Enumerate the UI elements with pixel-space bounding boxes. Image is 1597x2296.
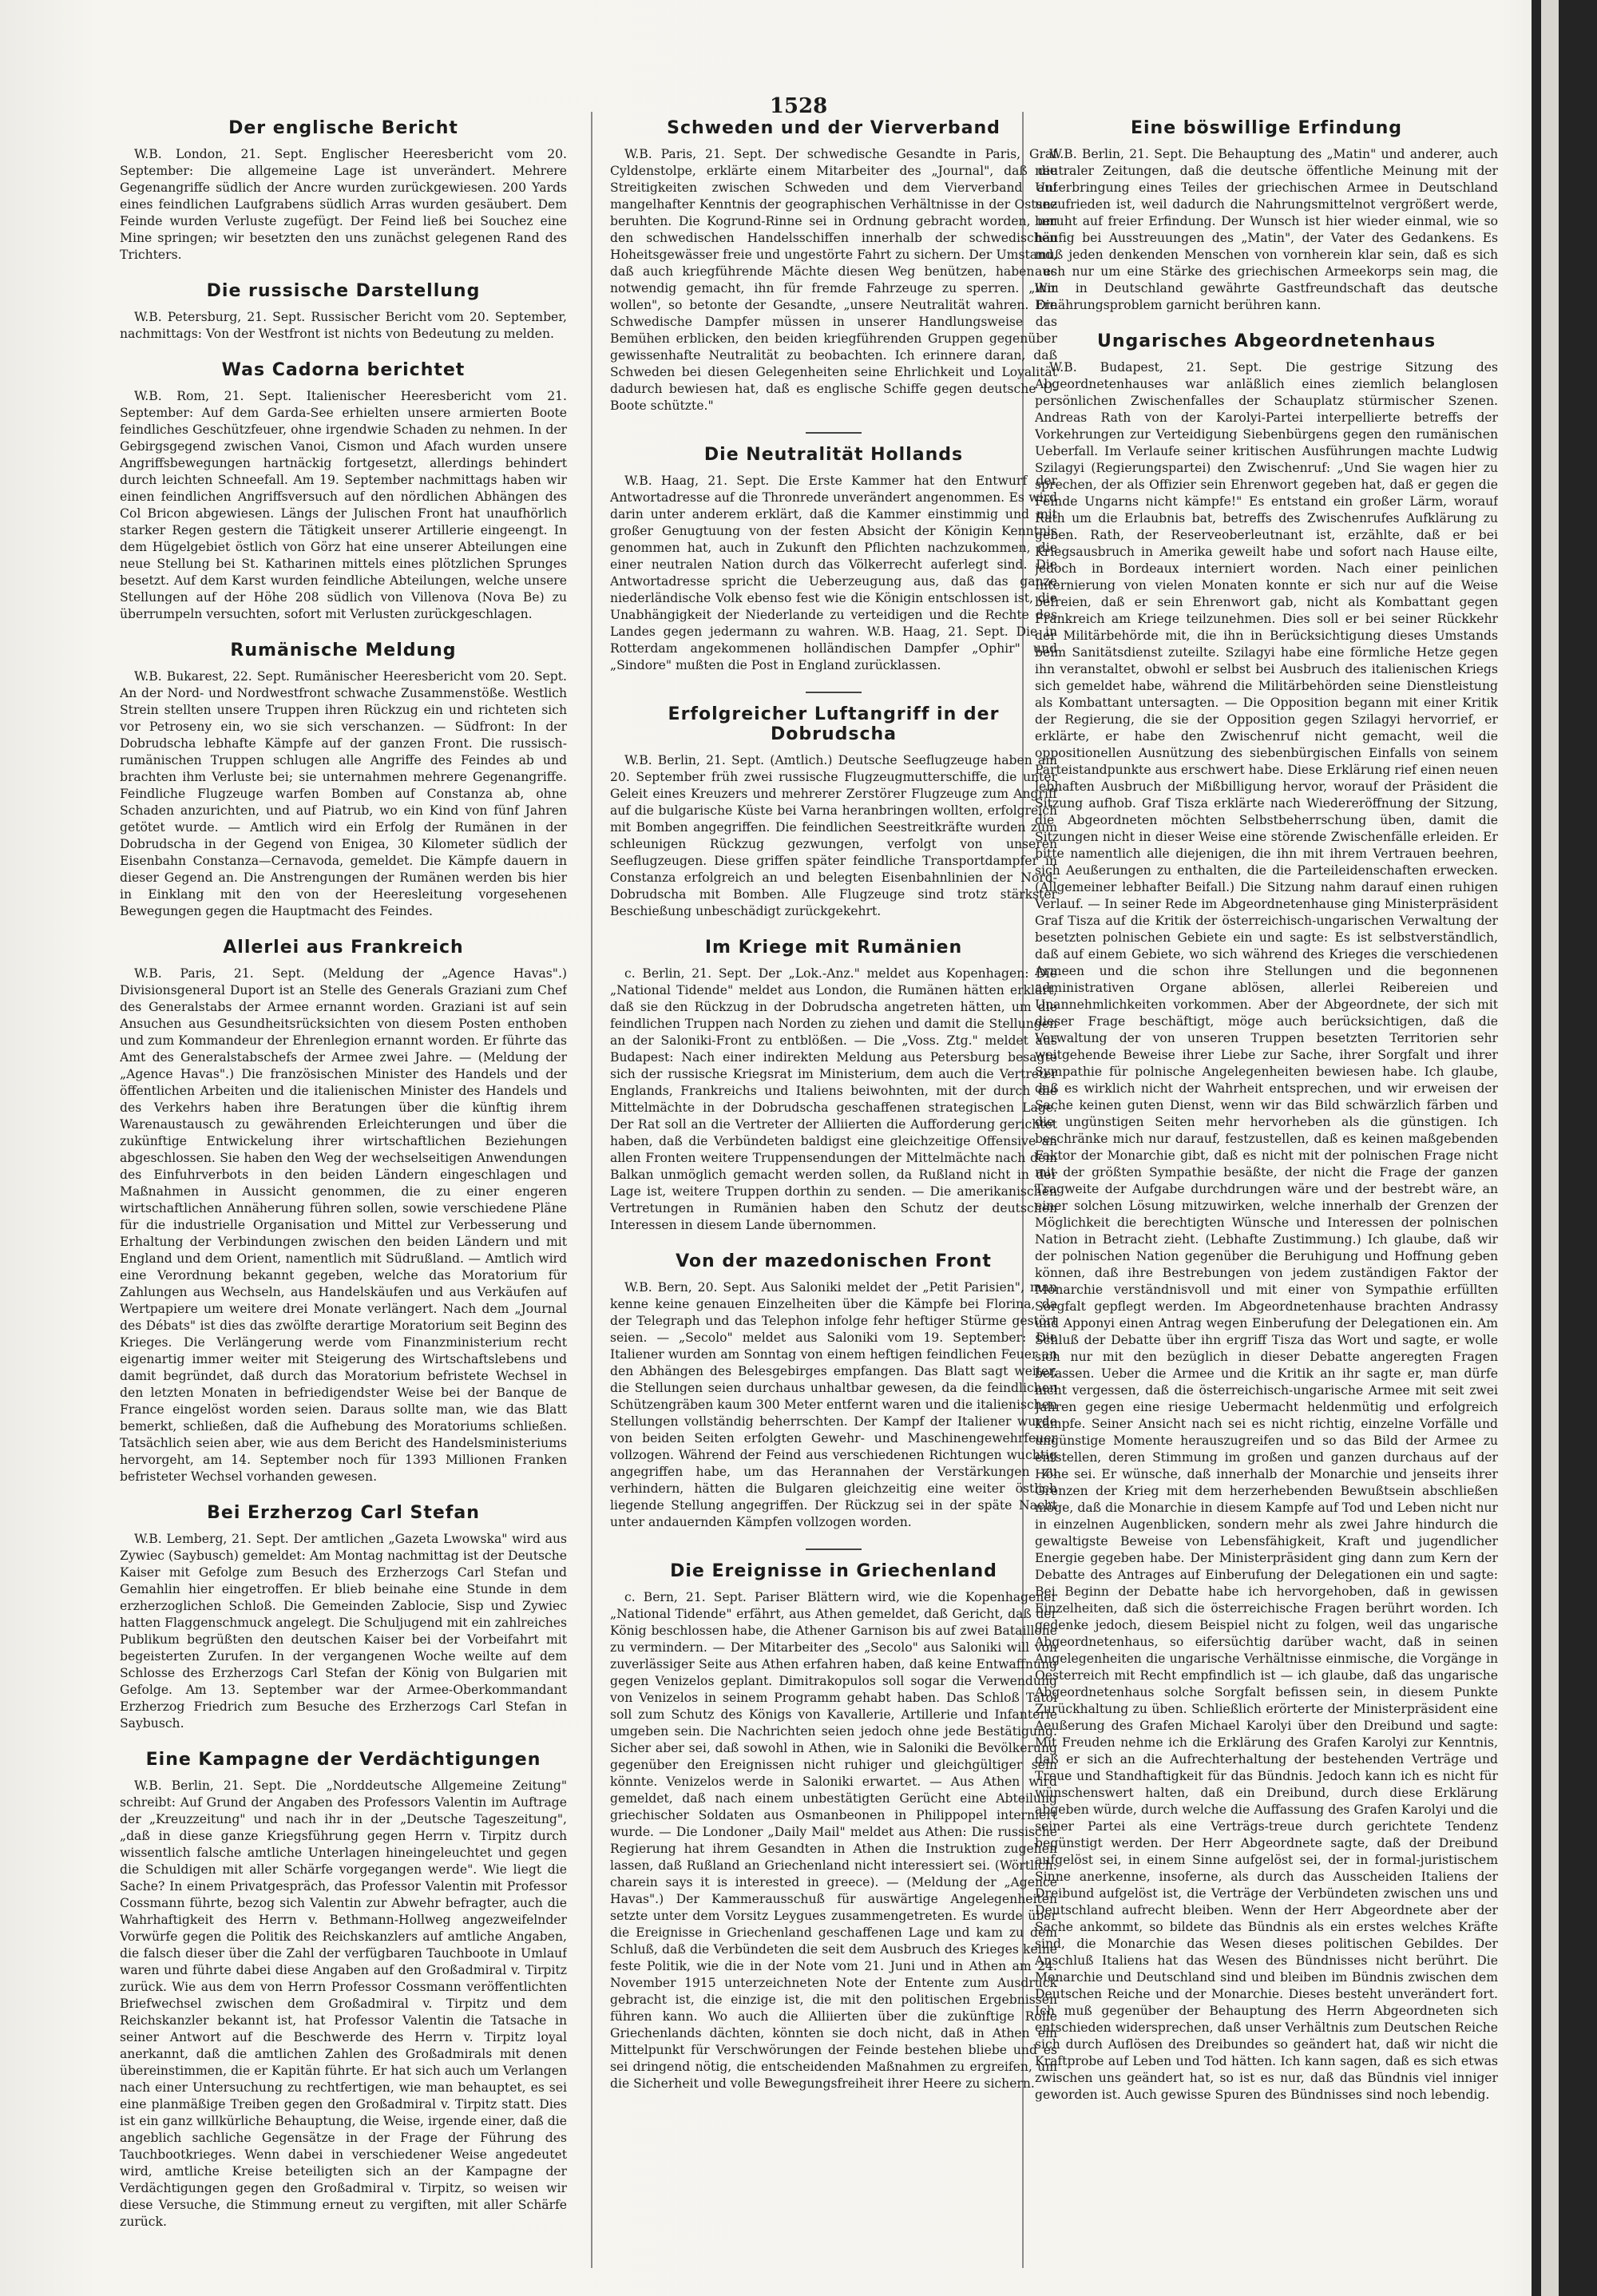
article-headline: Von der mazedonischen Front — [676, 1251, 992, 1271]
adjacent-page-edge — [1541, 0, 1559, 2296]
column-1 — [120, 112, 567, 2268]
article — [120, 640, 567, 920]
article-headline: Im Kriege mit Rumänien — [704, 938, 963, 958]
article — [120, 1750, 567, 2231]
article-headline: Die Neutralität Hollands — [703, 445, 964, 465]
article-separator — [806, 432, 862, 434]
article-headline: Allerlei aus Frankreich — [223, 938, 464, 958]
article — [610, 1251, 1057, 1531]
article-headline: Was Cadorna berichtet — [221, 360, 466, 380]
article — [1035, 331, 1498, 2104]
column-rule — [591, 112, 592, 2268]
article — [1035, 118, 1498, 314]
page-number: 1528 — [769, 94, 828, 118]
article — [120, 1503, 567, 1732]
article-body: W.B. Bern, 20. Sept. Aus Saloniki meldet der „Petit Parisien", man kenne keine genauen Einzelheiten über die Kämpfe bei Florina, da der Telegraph und das Telephon infolge fehr heftiger Stürme gestört seien. — „Secolo" meldet aus Saloniki vom 19. September: Die Italiener wurden am Sonntag von einem heftigen feindlichen Feuer an den Abhängen des Belesgebirges empfangen. Das Blatt sagt weiter, die Stellungen seien durchaus unhaltbar gewesen, da die feindlichen Schützengräben kaum 300 Meter entfernt waren und die italienischen Stellungen vollständig beherrschten. Der Kampf der Italiener wurde von beiden Seiten erfolgten Gewehr- und Maschinengewehrfeuer vollzogen. Während der Feind aus verschiedenen Richtungen wuchtig angegriffen habe, um das Herannahen der Verstärkungen zu verhindern, hätten die Bulgaren gleichzeitig eine weiter östlich liegende Stellung angegriffen. Der Rückzug sei in der späte Nacht unter andauernden Kämpfen vollzogen worden. — [610, 1280, 1057, 1529]
article-body: W.B. Haag, 21. Sept. Die Erste Kammer hat den Entwurf der Antwortadresse auf die Thronrede unverändert angenommen. Es wird darin unter anderem erklärt, daß die Kammer einstimmig und mit großer Genugtuung von der festen Absicht der Königin Kenntnis genommen hat, auch in Zukunft den Pflichten nachzukommen, die einer neutralen Nation durch das Völkerrecht auferlegt sind. Die Antwortadresse spricht die Ueberzeugung aus, daß das ganze niederländische Volk ebenso fest wie die Königin entschlossen ist, die Unabhängigkeit der Niederlande zu verteidigen und die Rechte des Landes gegen jedermann zu wahren. W.B. Haag, 21. Sept. Die in Rotterdam angekommenen holländischen Dampfer „Ophir" und „Sindore" mußten die Post in England zurücklassen. — [610, 474, 1057, 672]
article — [610, 938, 1057, 1234]
article-headline: Der englische Bericht — [228, 118, 458, 138]
article-body: W.B. Lemberg, 21. Sept. Der amtlichen „Gazeta Lwowska" wird aus Zywiec (Saybusch) gemeldet: Am Montag nachmittag ist der Deutsche Kaiser mit Gefolge zum Besuch des Erzherzogs Carl Stefan und Gemahlin hier eingetroffen. Er blieb beinahe eine Stunde in dem erzherzoglichen Schloß. Die Gemeinden Zablocie, Sisp und Zywiec hatten Flaggenschmuck angelegt. Die Schuljugend mit ein zahlreiches Publikum begrüßten den deutschen Kaiser bei der Vorbeifahrt mit begeisterten Zurufen. In der vergangenen Woche weilte auf dem Schlosse des Erzherzogs Carl Stefan der König von Bulgarien mit Gefolge. Am 13. September war der Armee-Oberkommandant Erzherzog Friedrich zum Besuche des Erzherzogs Carl Stefan in Saybusch. — [120, 1532, 567, 1731]
article-body: W.B. Rom, 21. Sept. Italienischer Heeresbericht vom 21. September: Auf dem Garda-See erhielten unsere armierten Boote feindliches Geschützfeuer, ohne irgendwie Schaden zu nehmen. In der Gebirgsgegend zwischen Vanoi, Cismon und Afach wurden unsere Angriffsbewegungen hartnäckig fortgesetzt, allerdings behindert durch leichten Schneefall. Am 19. September nachmittags haben wir einen feindlichen Angriffsversuch auf den nördlichen Abhängen des Col Bricon abgewiesen. Längs der Julischen Front hat unaufhörlich starker Regen gestern die Tätigkeit unserer Artillerie eingeengt. In dem Hügelgebiet östlich von Görz hat eine unserer Abteilungen eine neue Stellung bei St. Katharinen mittels eines plötzlichen Sprunges besetzt. Auf dem Karst wurden feindliche Abteilungen, welche unsere Stellungen auf der Höhe 208 südlich von Villenova (Nova Be) zu überrumpeln versuchten, sofort mit Verlusten zurückgeschlagen. — [120, 389, 567, 621]
article-headline: Bei Erzherzog Carl Stefan — [207, 1503, 480, 1523]
column-3 — [1035, 112, 1498, 2268]
article — [610, 704, 1057, 920]
column-2 — [610, 112, 1057, 2268]
article-body: W.B. London, 21. Sept. Englischer Heeresbericht vom 20. September: Die allgemeine Lage ist unverändert. Mehrere Gegenangriffe südlich der Ancre wurden zurückgewiesen. 200 Yards eines feindlichen Laufgrabens südlich Arras wurden gesäubert. Dem Feinde wurden Verluste zugefügt. Der Feind ließ bei Souchez eine Mine springen; wir besetzten den uns zunächst gelegenen Rand des Trichters. — [120, 147, 567, 262]
article-headline: Die russische Darstellung — [206, 281, 481, 301]
article-headline: Erfolgreicher Luftangriff in der Dobrudscha — [668, 704, 1000, 744]
article-body: c. Berlin, 21. Sept. Der „Lok.-Anz." meldet aus Kopenhagen: Die „National Tidende" meldet aus London, die Rumänen hätten erklärt, daß sie den Rückzug in der Dobrudscha angetreten hätten, um die feindlichen Truppen nach Norden zu ziehen und damit die Stellungen an der Saloniki-Front zu entblößen. — Die „Voss. Ztg." meldet aus Budapest: Nach einer indirekten Meldung aus Petersburg besagte sich der russische Kriegsrat im Ministerium, dem auch die Vertreter Englands, Frankreichs und Italiens beiwohnten, mit der durch die Mittelmächte in der Dobrudscha geschaffenen strategischen Lage. Der Rat soll an die Vertreter der Alliierten die Aufforderung gerichtet haben, daß die Verbündeten baldigst eine gleichzeitige Offensive an allen Fronten weitere Truppensendungen der Mittelmächte nach dem Balkan unmöglich gemacht werden sollen, da Rußland nicht in der Lage ist, weitere Truppen dorthin zu senden. — Die amerikanischen Vertretungen in Rumänien haben den Schutz der deutschen Interessen in diesem Lande übernommen. — [610, 966, 1057, 1232]
article-body: W.B. Berlin, 21. Sept. Die „Norddeutsche Allgemeine Zeitung" schreibt: Auf Grund der Angaben des Professors Valentin im Auftrage der „Kreuzzeitung" und nach ihr in der „Deutsche Tageszeitung", „daß in diese ganze Kriegsführung gegen Herrn v. Tirpitz durch wissentlich falsche amtliche Unterlagen hineingeleuchtet und gegen die Schuldigen mit aller Schärfe vorgegangen werde". Wie liegt die Sache? In einem Privatgespräch, das Professor Valentin mit Professor Cossmann führte, bezog sich Valentin zur Abwehr befragter, auch die Wahrhaftigkeit des Herrn v. Bethmann-Hollweg angezweifelnder Vorwürfe gegen die Politik des Reichskanzlers auf amtliche Angaben, die falsch dieser über die Zahl der verfügbaren Tauchboote in Umlauf waren und führte dabei diese Angaben auf den Großadmiral v. Tirpitz zurück. Wie aus dem von Herrn Professor Cossmann veröffentlichten Briefwechsel zwischen dem Großadmiral v. Tirpitz und dem Reichskanzler bekannt ist, hat Professor Valentin die Tatsache in seiner Antwort auf die Beschwerde des Herrn v. Tirpitz loyal anerkannt, daß die amtlichen Zahlen des Großadmirals mit denen übereinstimmen, die er Kapitän führte. Er hat sich auch um Verlangen nach einer Untersuchung zu rechtfertigen, wie man behauptet, es sei eine planmäßige Treiben gegen den Großadmiral v. Tirpitz statt. Dies ist ein ganz willkürliche Behauptung, die Weise, irgende einer, daß die angeblich sachliche Gegensätze in der Frage der Führung des Tauchbootkrieges. Wenn dabei in verschiedener Weise angedeutet wird, amtliche Kreise beteiligten sich an der Kampagne der Verdächtigungen gegen den Großadmiral v. Tirpitz, so weisen wir diese Versuche, die Stimmung erneut zu vergiften, mit aller Schärfe zurück. — [120, 1779, 567, 2229]
article-body: W.B. Paris, 21. Sept. (Meldung der „Agence Havas".) Divisionsgeneral Duport ist an Stelle des Generals Graziani zum Chef des Generalstabs der Armee ernannt worden. Graziani ist auf sein Ansuchen aus Gesundheitsrücksichten von diesem Posten enthoben und zum Kommandeur der Ehrenlegion ernannt worden. Er führte das Amt des Generalstabschefs der Armee zwei Jahre. — (Meldung der „Agence Havas".) Die französischen Minister des Handels und der öffentlichen Arbeiten und die italienischen Minister des Handels und des Verkehrs haben ihre Beratungen über die künftig ihrem Warenaustausch zu gewährenden Erleichterungen und über die zukünftige Entwickelung ihrer wirtschaftlichen Beziehungen abgeschlossen. Sie haben den Weg der wechselseitigen Anwendungen des Einfuhrverbots in den beiden Ländern eingeschlagen und Maßnahmen in Aussicht genommen, die zu einer engeren wirtschaftlichen Annäherung führen sollen, sowie verschiedene Pläne für die industrielle Organisation und Mittel zur Verbesserung und Erhaltung der Verbindungen zwischen den beiden Ländern und mit England und dem Orient, namentlich mit Südrußland. — Amtlich wird eine Verordnung bekannt gegeben, welche das Moratorium für Zahlungen aus Wechseln, aus Handelskäufen und aus Verkäufen auf Wertpapiere um weitere drei Monate verlängert. Nach dem „Journal des Débats" ist dies das zwölfte derartige Moratorium seit Beginn des Krieges. Die Verlängerung werde vom Finanzministerium recht eigenartig immer weiter mit Steigerung des Wirtschaftslebens und damit begründet, daß durch das Moratorium befristete Wechsel in den letzten Monaten in befriedigendster Weise bei der Banque de France eingelöst worden seien. Daraus sollte man, wie das Blatt bemerkt, schließen, daß die Aufhebung des Moratoriums schließen. Tatsächlich seien aber, wie aus dem Bericht des Handelsministeriums hervorgeht, am 14. September noch für 1393 Millionen Franken befristeter Wechsel vorhanden gewesen. — [120, 966, 567, 1484]
article — [120, 360, 567, 623]
article-body: W.B. Berlin, 21. Sept. (Amtlich.) Deutsche Seeflugzeuge haben am 20. September früh zwei russische Flugzeugmutterschiffe, die unter Geleit eines Kreuzers und mehrerer Zerstörer Flugzeuge zum Angriff auf die bulgarische Küste bei Varna heranbringen wollten, erfolgreich mit Bomben angegriffen. Die feindlichen Seestreitkräfte wurden zum schleunigen Rückzug gezwungen, verfolgt von unseren Seeflugzeugen. Diese griffen später feindliche Transportdampfer in Constanza erfolgreich an und belegten Eisenbahnlinien der Nord-Dobrudscha mit Bomben. Alle Flugzeuge sind trotz stärkster Beschießung unbeschädigt zurückgekehrt. — [610, 753, 1057, 918]
article-headline: Eine böswillige Erfindung — [1130, 118, 1403, 138]
article-body: W.B. Bukarest, 22. Sept. Rumänischer Heeresbericht vom 20. Sept. An der Nord- und Nordwestfront schwache Zusammenstöße. Westlich Strein stellten unsere Truppen ihren Rückzug ein und richteten sich vor Petroseny ein, wo sie sich verschanzen. — Südfront: In der Dobrudscha lebhafte Kämpfe auf der ganzen Front. Die russisch-rumänischen Truppen schlugen alle Angriffe des Feindes ab und brachten ihm Verluste bei; sie unternahmen mehrere Gegenangriffe. Feindliche Flugzeuge warfen Bomben auf Constanza ab, ohne Schaden anzurichten, und auf Piatrub, wo ein Kind von fünf Jahren getötet wurde. — Amtlich wird ein Erfolg der Rumänen in der Dobrudscha in der Gegend von Enigea, 30 Kilometer südlich der Eisenbahn Constanza—Cernavoda, gemeldet. Die Kämpfe dauern in dieser Gegend an. Die Anstrengungen der Rumänen werden bis hier in Einklang mit den von der Heeresleitung vorgesehenen Bewegungen gegen die Hauptmacht des Feindes. — [120, 669, 567, 918]
article-separator — [806, 1549, 862, 1550]
article — [120, 118, 567, 264]
article-body: W.B. Berlin, 21. Sept. Die Behauptung des „Matin" und anderer, auch neutraler Zeitungen, daß die deutsche öffentliche Meinung mit der Unterbringung eines Teiles der griechischen Armee in Deutschland unzufrieden ist, weil dadurch die Nahrungsmittelnot vergrößert werde, beruht auf freier Erfindung. Der Wunsch ist hier wieder einmal, wie so häufig bei Ausstreuungen des „Matin", der Vater des Gedankens. Es muß jeden denkenden Menschen von vornherein klar sein, daß es sich auch nur um eine Stärke des griechischen Armeekorps sein mag, die ihm in Deutschland gewährte Gastfreundschaft das deutsche Ernährungsproblem garnicht berühren kann. — [1035, 147, 1498, 312]
article-body: W.B. Budapest, 21. Sept. Die gestrige Sitzung des Abgeordnetenhauses war anläßlich eines ziemlich belanglosen persönlichen Zwischenfalles der Schauplatz stürmischer Szenen. Andreas Rath von der Karolyi-Partei interpellierte betreffs der Vorkehrungen zur Verteidigung Siebenbürgens gegen den rumänischen Ueberfall. Im Verlaufe seiner kritischen Ausführungen machte Ludwig Szilagyi (Regierungspartei) den Zwischenruf: „Und Sie wagen hier zu sprechen, der als Offizier sein Ehrenwort gegeben hat, daß er gegen die Feinde Ungarns nicht kämpfe!" Es entstand ein großer Lärm, worauf Rath um die Erlaubnis bat, betreffs des Zwischenrufes Aufklärung zu geben. Rath, der Reserveoberleutnant ist, erzählte, daß er bei Kriegsausbruch in Amerika geweilt habe und sofort nach Hause eilte, jedoch in Bordeaux interniert worden. Nach einer peinlichen Internierung von vielen Monaten konnte er sich nur auf die Weise befreien, daß er sein Ehrenwort gab, nicht als Kombattant gegen Frankreich am Kriege teilzunehmen. Dies soll er bei seiner Rückkehr der Militärbehörde mit, die ihn in Berücksichtigung dieses Umstands beim Sanitätsdienst zuteilte. Szilagyi habe eine förmliche Hetze gegen ihn veranstaltet, obwohl er selbst bei Ausbruch des italienischen Kriegs sich gemeldet habe, während die Militärbehörden seine Dienstleistung als Kombattant untersagten. — Die Opposition begann mit einer Kritik der Regierung, die sie der Opposition gegen Szilagyi hervorrief, er erklärte, er habe den Zwischenruf nicht gemacht, weil die oppositionellen Ausnützung des siebenbürgischen Einfalls von seinem Parteistandpunkte aus erschwert habe. Diese Erklärung rief einen neuen lebhaften Ausbruch der Mißbilligung hervor, worauf der Präsident die Sitzung aufhob. Graf Tisza erklärte nach Wiedereröffnung der Sitzung, die Abgeordneten möchten Selbstbeherrschung üben, damit die Sitzungen nicht in dieser Weise eine störende Zwischenfälle erleiden. Er bitte namentlich alle diejenigen, die ihn mit ihrem Vertrauen beehren, sich Aeußerungen zu enthalten, die die Parteileidenschaften erwecken. (Allgemeiner lebhafter Beifall.) Die Sitzung nahm darauf einen ruhigen Verlauf. — In seiner Rede im Abgeordnetenhause ging Ministerpräsident Graf Tisza auf die Kritik der österreichisch-ungarischen Verwaltung der besetzten polnischen Gebiete ein und sagte: Es ist selbstverständlich, daß auf einem Gebiete, wo sich während des Krieges die verschiedenen Armeen und die schon ihre Stellungen und die begonnenen administrativen Organe ablösen, allerlei Reibereien und Unannehmlichkeiten vorkommen. Aber der Abgeordnete, der sich mit dieser Frage beschäftigt, möge auch berücksichtigen, daß die Verwaltung der von unseren Truppen besetzten Territorien sehr weitgehende Beweise ihrer Liebe zur Sache, ihrer Sorgfalt und ihrer Sympathie für polnische Angelegenheiten bewiesen habe. Ich glaube, daß es wirklich nicht der Wahrheit entsprechen, und wir erweisen der Sache keinen guten Dienst, wenn wir das Bild schwärzlich färben und die ungünstigen Seiten mehr hervorheben als die günstigen. Ich beschränke mich nur darauf, festzustellen, daß es keinen maßgebenden Faktor der Monarchie gibt, daß es nicht mit der polnischen Frage nicht mit der größten Sympathie besäßte, der nicht die Frage der ganzen Tragweite der Aufgabe durchdrungen wäre und der bestrebt wäre, an einer solchen Lösung mitzuwirken, welche innerhalb der Grenzen der Möglichkeit die berechtigten Wünsche und Interessen der polnischen Nation in Betracht zieht. (Lebhafte Zustimmung.) Ich glaube, daß wir der polnischen Nation gegenüber die Beruhigung und Hoffnung geben können, daß ihre Bestrebungen von jedem zuständigen Faktor der Monarchie verständnisvoll und mit einer von Sympathie erfüllten Sorgfalt gepflegt werden. Im Abgeordnetenhause brachten Andrassy und Apponyi einen Antrag wegen Einberufung der Delegationen ein. Am Schluß der Debatte über ihn ergriff Tisza das Wort und sagte, er wolle sich nur mit den bezüglich in dieser Debatte angeregten Fragen befassen. Ueber die Armee und die Kritik an ihr sagte er, man dürfe nicht vergessen, daß die österreichisch-ungarische Armee mit seit zwei Jahren gegen eine riesige Uebermacht heldenmütig und erfolgreich kämpfe. Seiner Ansicht nach sei es nicht richtig, einzelne Vorfälle und ungünstige Momente herauszugreifen und so das Bild der Armee zu entstellen, deren Stimmung im großen und ganzen durchaus auf der Höhe sei. Er wünsche, daß innerhalb der Monarchie und jenseits ihrer Grenzen der Krieg mit dem herzerhebenden Bewußtsein abschließen möge, daß die Monarchie in diesem Kampfe auf Tod und Leben nicht nur in einzelnen Augenblicken, sondern mehr als zwei Jahre hindurch die gewaltigste Beweise von Lebensfähigkeit, Kraft und jugendlicher Energie gegeben habe. Der Ministerpräsident ging dann zum Kern der Debatte des Antrages auf Einberufung der Delegationen ein und sagte: Bei Beginn der Debatte habe ich hervorgehoben, daß in gewissen Einzelheiten, daß sich die österreichische Fragen berührt worden. Ich gedenke jedoch, diesem Beispiel nicht zu folgen, weil das ungarische Abgeordnetenhaus, so eifersüchtig darüber wacht, daß in seinen Angelegenheiten die ungarische Verhältnisse einmische, die Vorgänge in Oesterreich mit Recht empfindlich ist — ich glaube, daß das ungarische Abgeordnetenhaus solche Sorgfalt befissen sein, in diesem Punkte Zurückhaltung zu üben. Schließlich erörterte der Ministerpräsident eine Aeußerung des Grafen Michael Karolyi über den Dreibund und sagte: Mit Freuden nehme ich die Erklärung des Grafen Karolyi zur Kenntnis, daß er sich an die Aufrechterhaltung der bestehenden Verträge und Treue und Standhaftigkeit für das Bündnis. Jedoch kann ich es nicht für wünschenswert halten, daß ein Dreibund, durch diese Erklärung abgeben würde, durch welche die Auffassung des Grafen Karolyi und die seiner Partei als eine Verträgs-treue durch gerichtete Tendenz begünstigt werden. Der Herr Abgeordnete sagte, daß der Dreibund aufgelöst sei, in einem Sinne aufgelöst sei, der in formal-juristischem Sinne anerkenne, insoferne, als durch das Ausscheiden Italiens der Dreibund aufgelöst ist, die Verträge der Verbündeten zwischen uns und Deutschland aufrecht bleiben. Wenn der Herr Abgeordnete aber der Sache ankommt, so bildete das Bündnis als ein erstes welches Kräfte sind, die Monarchie das Wesen dieses politischen Gebildes. Der Anschluß Italiens hat das Wesen des Bündnisses nicht berührt. Die Monarchie und Deutschland sind und bleiben im Bündnis zwischen dem Deutschen Reiche und der Monarchie. Dieses besteht unverändert fort. Ich muß gegenüber der Behauptung des Herrn Abgeordneten sich entschieden widersprechen, daß unser Verhältnis zum Deutschen Reiche sich durch Auflösen des Dreibundes so geändert hat, daß wir nicht die Kraftprobe auf Leben und Tod hätten. Ich kann sagen, daß es sich etwas zwischen uns geändert hat, so ist es nur, daß das Bündnis viel inniger geworden ist. Auch gewisse Spuren des Bündnisses sind noch lebendig. — [1035, 360, 1498, 2102]
article-headline: Eine Kampagne der Verdächtigungen — [145, 1750, 541, 1770]
article-headline: Die Ereignisse in Griechenland — [670, 1561, 997, 1581]
article-headline: Schweden und der Vierverband — [667, 118, 1001, 138]
article-body: c. Bern, 21. Sept. Pariser Blättern wird, wie die Kopenhagener „National Tidende" erfährt, aus Athen gemeldet, daß Gericht, daß der König beschlossen habe, die Athener Garnison bis auf zwei Bataillone zu vermindern. — Der Mitarbeiter des „Secolo" aus Saloniki will von zuverlässiger Seite aus Athen erfahren haben, daß keine Entwaffnung gegen Venizelos geplant. Dimitrakopulos soll sogar die Verwendung von Venizelos in seinem Programm gehabt haben. Das Schloß Tatoi soll zum Schutz des Königs von Kavallerie, Artillerie und Infanterie umgeben sein. Die Nachrichten seien jedoch ohne jede Bestätigung. Sicher aber sei, daß sowohl in Athen, wie in Saloniki die Bevölkerung gegenüber den Ereignissen nicht ruhiger und gleichgültiger sein könnte. Venizelos werde in Saloniki erwartet. — Aus Athen wird gemeldet, daß nach einem unbestätigten Gerücht eine Abteilung griechischer Soldaten aus Osmanbeonen in Philippopel interniert wurde. — Die Londoner „Daily Mail" meldet aus Athen: Die russische Regierung hat ihrem Gesandten in Athen die Instruktion zugehen lassen, daß Rußland an Griechenland nicht interessiert sei. (Wörtlich: charein says it is interested in greece). — (Meldung der „Agence Havas".) Der Kammerausschuß für auswärtige Angelegenheiten setzte unter dem Vorsitz Leygues zusammengetreten. Es wurde über die Ereignisse in Griechenland geschaffenen Lage und kam zu dem Schluß, daß die Verbündeten die seit dem Ausbruch des Krieges keine feste Politik, wie die in der Note vom 21. Juni und in Athen am 24. November 1915 unterzeichneten Note der Entente zum Ausdruck gebracht ist, die einzige ist, die mit den politischen Ergebnissen führen kann. Wo auch die Alliierten über die zukünftige Rolle Griechenlands dächten, könnten sie doch nicht, daß in Athen ein Mittelpunkt für Verschwörungen der Feinde bestehen bliebe und es sei dringend nötig, die entscheidenden Maßnahmen zu ergreifen, um die Sicherheit und volle Bewegungsfreiheit ihrer Heere zu sichern. — [610, 1590, 1057, 2091]
article-separator — [806, 692, 862, 693]
article-headline: Ungarisches Abgeordnetenhaus — [1096, 331, 1437, 351]
article — [610, 118, 1057, 414]
article — [610, 445, 1057, 674]
article — [120, 938, 567, 1485]
article — [120, 281, 567, 343]
article-body: W.B. Petersburg, 21. Sept. Russischer Bericht vom 20. September, nachmittags: Von der Westfront ist nichts von Bedeutung zu melden. — [120, 310, 567, 341]
article — [610, 1561, 1057, 2092]
article-body: W.B. Paris, 21. Sept. Der schwedische Gesandte in Paris, Graf Cyldenstolpe, erklärte einem Mitarbeiter des „Journal", daß die Streitigkeiten zwischen Schweden und dem Vierverband auf mangelhafter Kenntnis der geographischen Verhältnisse in der Ostsee beruhten. Die Kogrund-Rinne sei in Ordnung gebracht worden, um den schwedischen Handelsschiffen innerhalb der schwedischen Hoheitsgewässer freie und ungestörte Fahrt zu sichern. Der Umstand, daß auch kriegführende Mächte diesen Weg benützen, haben es notwendig gemacht, ihn für fremde Fahrzeuge zu sperren. „Wir wollen", so betonte der Gesandte, „unsere Neutralität wahren. Die Schwedische Dampfer müssen in unserer Handlungsweise das Bemühen erblicken, den beiden kriegführenden Gruppen gegenüber gewissenhafte Neutralität zu beobachten. Ich erinnere daran, daß Schweden bei diesen Gelegenheiten seine Ehrlichkeit und Loyalität dadurch bewiesen hat, daß es englische Schiffe gegen deutsche U-Boote schützte." — [610, 147, 1057, 413]
article-headline: Rumänische Meldung — [230, 640, 457, 660]
